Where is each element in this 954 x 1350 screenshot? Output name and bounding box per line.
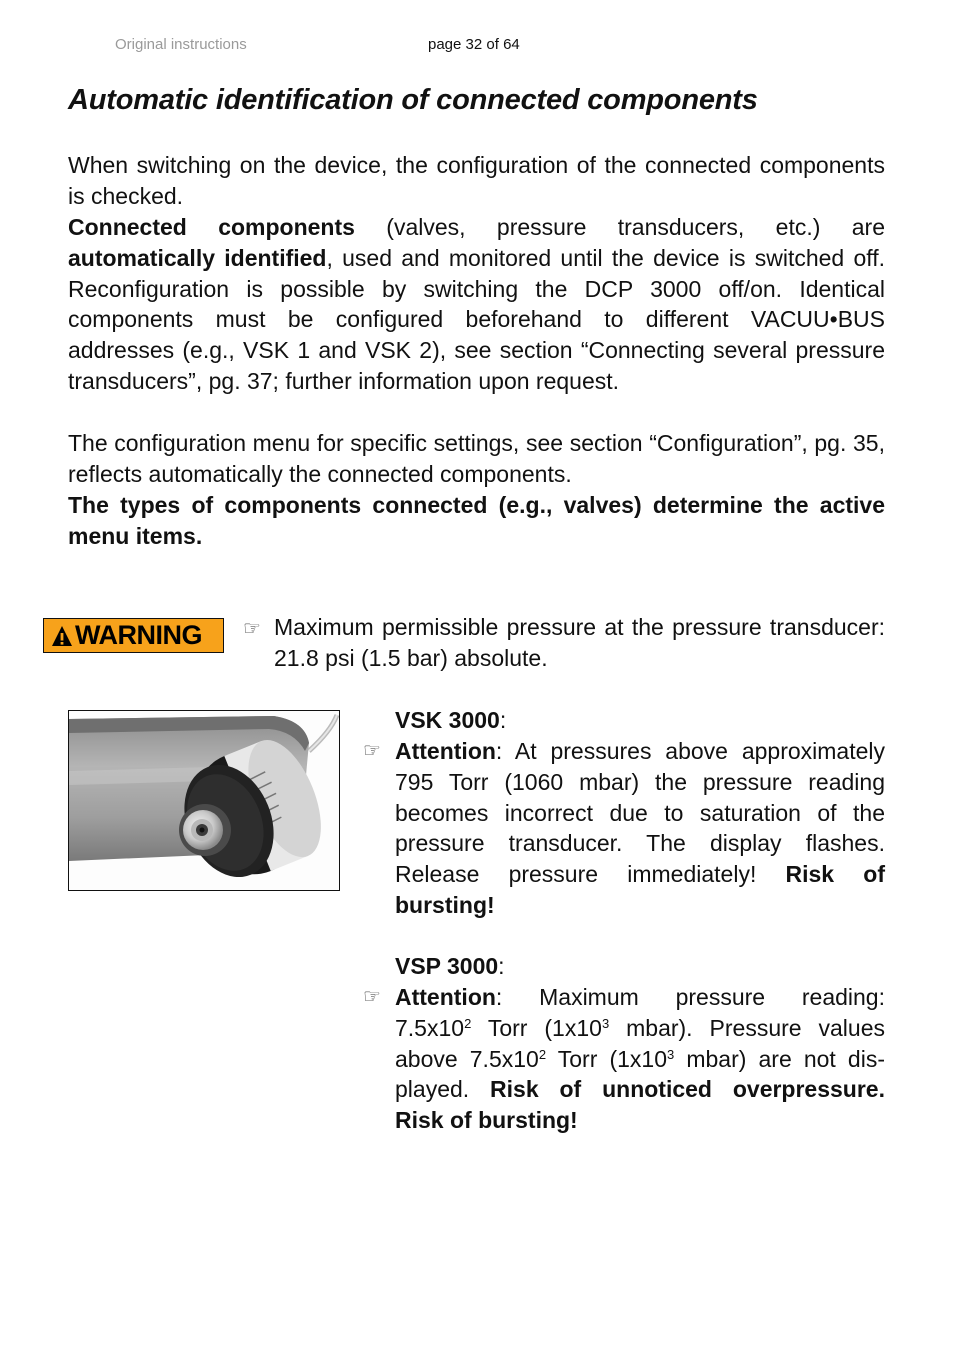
vsk-heading: VSK 3000 [395,707,500,733]
pointing-hand-icon: ☞ [363,740,381,762]
vsk-risk: Risk of bursting! [395,861,885,918]
vsk-colon: : [499,707,507,733]
vsp-text-8: played. [395,1076,491,1103]
pointing-hand-icon: ☞ [363,986,381,1008]
vsp-heading-line [395,951,885,982]
warning-triangle-icon [51,625,73,647]
vsk-attention-text [395,736,885,921]
vsk-attention-label: Attention [395,738,496,764]
vsp-attention-label: Attention [395,984,496,1010]
warning-label-text: WARNING [75,620,202,650]
vsp-attention-text [395,982,885,1136]
components-text-2: , used and monitored until the device is switched off. Reconfiguration is possible by switching the DCP 3000 off/on. Identical components must be configured beforehand to different VACUU•BUS addresses (e.g., VSK 1 and VSK 2), see section “Connecting several pressure transducers”, pg. 37; further information upon request. [68,244,886,394]
vsp-risk-overpressure: Risk of unnoticed overpressure. [490,1076,885,1103]
configuration-paragraph: The configuration menu for specific settings, see section “Configuration”, pg. 35, reflects automatically the connected components. [68,430,885,487]
vsp-text-2: 7.5x10 [395,1014,465,1041]
vsk-attention-body: : At pressures above approximately 795 Torr (1060 mbar) the pressure reading becomes incorrect due to saturation of the pressure transducer. The display flashes. Release pressure immediately! [395,738,885,888]
intro-paragraph: When switching on the device, the configuration of the connected components is checked. [68,152,885,209]
pointing-hand-icon: ☞ [243,618,261,640]
vsp-text-7: mbar) are not dis- [674,1045,885,1072]
warning-label [43,618,224,653]
warning-text: Maximum permissible pressure at the pressure transducer: 21.8 psi (1.5 bar) absolute. [274,614,885,671]
vsp-text-5: above 7.5x10 [395,1045,539,1072]
vsp-line-2 [395,1013,885,1044]
page-number: page 32 of 64 [428,36,520,53]
bold-automatically-identified: automatically identified [68,244,327,271]
bold-connected-components: Connected components [68,214,355,240]
components-text-1: (valves, pressure transducers, etc.) are [354,214,885,240]
header-doc-type: Original instructions [115,36,247,53]
vsp-text-6: Torr (1x10 [546,1045,667,1072]
vsp-exponent-4: 3 [667,1046,675,1062]
vsp-line-3 [395,1044,885,1075]
vsp-exponent-2: 3 [601,1015,610,1031]
vsp-text-1: : Maximum pressure reading: [495,984,885,1010]
pressure-transducer-photo [68,710,340,891]
menu-items-note: The types of components connected (e.g., valves) determine the active menu items. [68,492,885,549]
vsk-heading-line [395,705,885,736]
components-paragraph [68,212,885,397]
vsp-line-1 [395,982,885,1013]
vsp-risk-bursting: Risk of bursting! [395,1107,578,1134]
vsp-heading: VSP 3000 [395,953,499,979]
vsp-colon: : [498,953,505,979]
section-title: Automatic identification of connected components [68,84,758,116]
vsp-line-4 [395,1074,885,1105]
vsp-exponent-3: 2 [538,1046,547,1062]
vsp-text-3: Torr (1x10 [471,1014,602,1041]
vsp-text-4: mbar). Pressure values [609,1014,885,1041]
vsp-exponent-1: 2 [464,1015,472,1031]
